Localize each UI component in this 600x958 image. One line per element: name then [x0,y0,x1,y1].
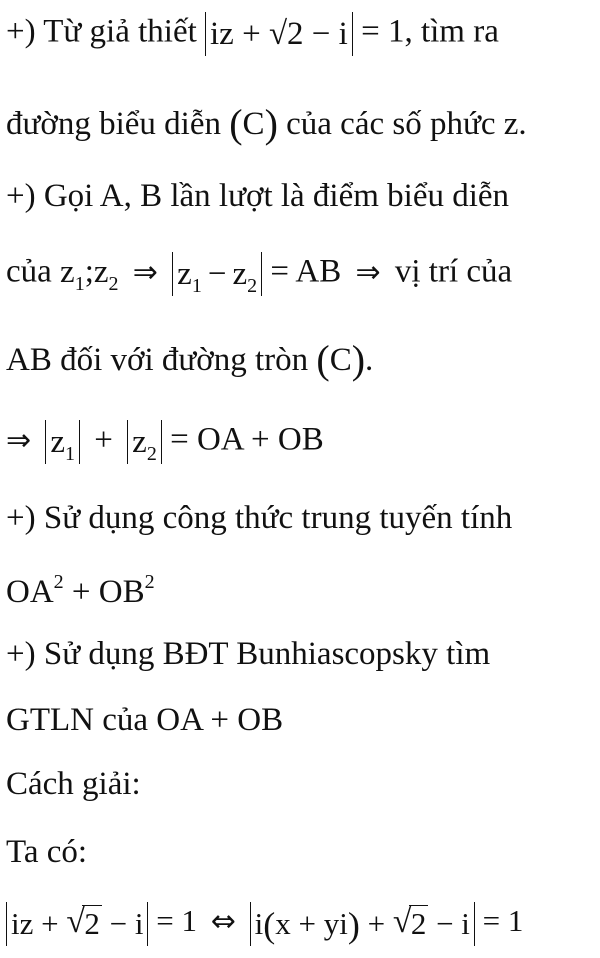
line-9 [6,638,490,671]
line-3 [6,180,509,213]
line-9-text: +) Sử dụng BĐT Bunhiascopsky tìm [6,636,491,672]
line-6-rhs: = OA + OB [170,421,324,458]
abs-z1: $z_1$ [45,420,80,464]
line-2-suffix: của các số phức z. [286,106,527,142]
line-4-suffix: vị trí của [394,253,513,290]
abs-z2: $z_2$ [127,420,162,464]
z1-symbol: $z_1$ [60,253,85,295]
abs-expression [205,12,353,56]
line-7-text: +) Sử dụng công thức trung tuyến tính [6,500,513,536]
abs-lhs: iz + √ 2 − i [6,902,148,946]
semicolon: ; [84,253,94,290]
implies-arrow-icon: ⇒ [6,422,32,458]
open-paren: ( [316,337,330,382]
line-4-prefix: của [6,253,52,290]
line-1 [6,12,499,56]
implies-arrow-icon: ⇒ [355,254,381,290]
line-1-prefix: +) Từ giả thiết [6,13,197,50]
line-11 [6,768,141,801]
abs-z1-minus-z2: $z_1 - z_2$ [172,252,262,296]
line-10-prefix: GTLN của [6,702,149,738]
period: . [365,342,374,378]
line-13 [6,902,523,946]
oa-plus-ob: OA + OB [156,702,284,738]
iff-arrow-icon: ⇔ [210,904,236,940]
circle-c-label: C [329,342,352,378]
line-12 [6,836,87,869]
line-7 [6,502,512,535]
line-8 [6,572,155,609]
line-2-prefix: đường biểu diễn [6,106,221,142]
curve-c-label: C [242,106,265,142]
close-paren: ) [351,337,366,382]
implies-arrow-icon: ⇒ [132,254,158,290]
z2-symbol: $z_2$ [93,253,119,295]
line-2 [6,101,527,146]
line-5-prefix: AB đối với đường tròn [6,342,309,378]
close-paren: ) [264,101,278,146]
line-6 [6,420,324,464]
line-3-text: +) Gọi A, B lần lượt là điểm biểu diễn [6,178,510,214]
open-paren: ( [229,101,243,146]
line-4 [6,252,512,296]
rhs-equals: = 1 [482,903,524,939]
line-5 [6,337,374,382]
sqrt-2-lhs: √ 2 [66,902,102,946]
plus-sign: + [94,421,113,458]
lhs-equals: = 1 [156,903,197,939]
abs-rhs: i(x + yi) + √ 2 − i [250,902,475,946]
equals-ab: = AB [270,253,342,290]
line-12-text: Ta có: [6,834,88,870]
line-1-suffix: = 1, tìm ra [361,13,499,50]
abs-expression-text: iz + √2 − i [210,16,348,52]
sqrt-2-rhs: √ 2 [393,902,429,946]
oa-squared: $OA^2$ [6,571,64,610]
ob-squared: + $OB^2$ [71,571,155,610]
line-10 [6,704,283,737]
solution-heading: Cách giải: [6,766,141,802]
